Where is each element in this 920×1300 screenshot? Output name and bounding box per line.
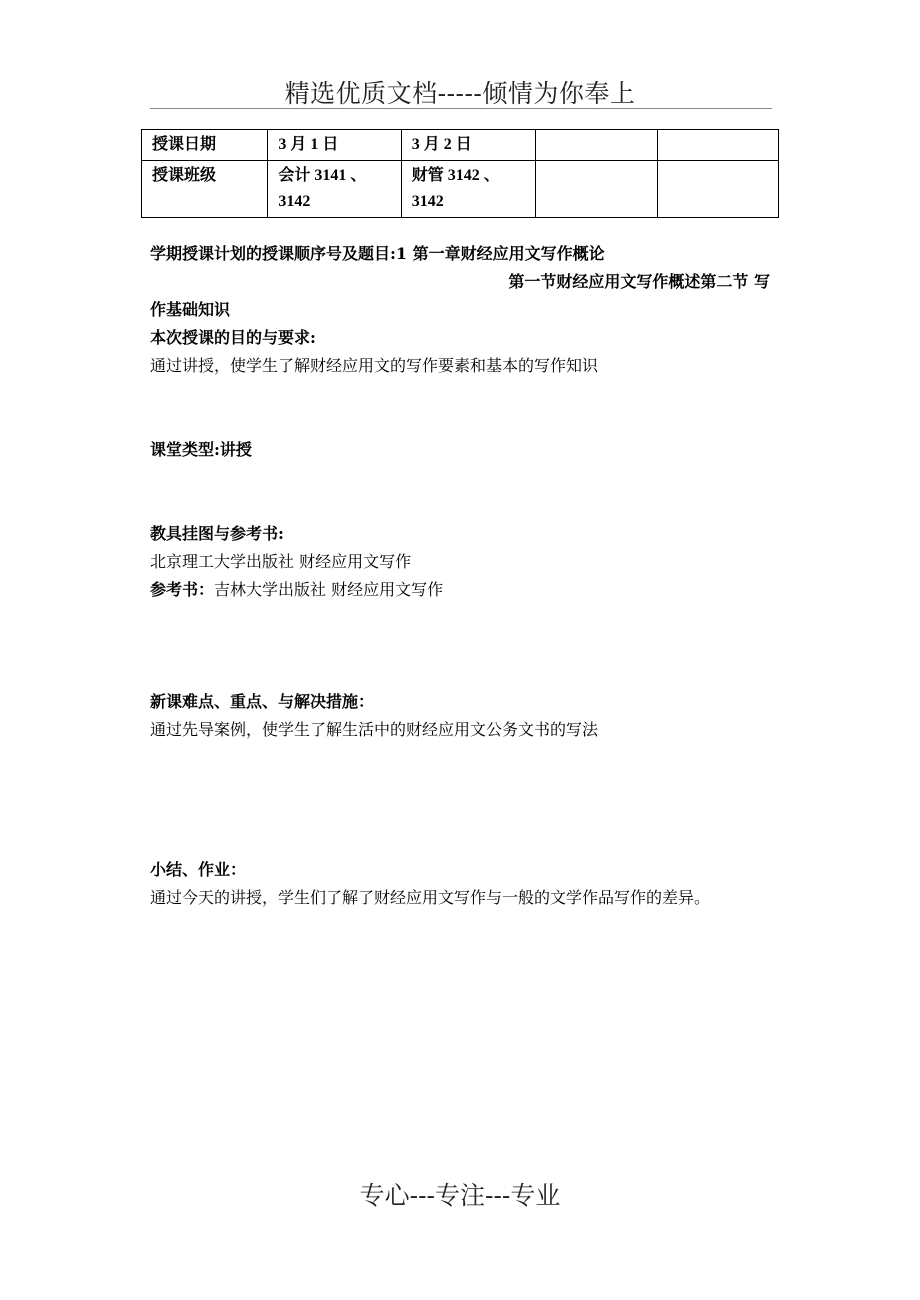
topic-line-3: 作基础知识 — [150, 300, 231, 319]
difficulties-heading: 新课难点、重点、与解决措施： — [150, 692, 375, 711]
table-cell — [536, 161, 657, 218]
row-label-date: 授课日期 — [142, 130, 268, 161]
table-cell — [657, 130, 778, 161]
summary-body: 通过今天的讲授，学生们了解了财经应用文写作与一般的文学作品写作的差异。 — [150, 888, 711, 907]
row-label-class: 授课班级 — [142, 161, 268, 218]
objective-body: 通过讲授，使学生了解财经应用文的写作要素和基本的写作知识 — [150, 356, 599, 375]
page-header: 精选优质文档-----倾情为你奉上 — [284, 79, 636, 108]
schedule-table — [141, 129, 779, 218]
difficulties-body: 通过先导案例，使学生了解生活中的财经应用文公务文书的写法 — [150, 720, 599, 739]
table-row — [142, 161, 779, 218]
lesson-content — [150, 240, 772, 912]
header-divider — [150, 108, 772, 109]
table-cell — [657, 161, 778, 218]
materials-line: 北京理工大学出版社 财经应用文写作 — [150, 552, 412, 571]
objective-heading: 本次授课的目的与要求: — [150, 328, 316, 347]
table-cell — [536, 130, 657, 161]
table-cell: 会计 3141 、 3142 — [268, 161, 401, 218]
summary-heading: 小结、作业： — [150, 860, 247, 879]
reference-text: 吉林大学出版社 财经应用文写作 — [214, 580, 444, 599]
reference-line — [150, 576, 772, 604]
reference-label: 参考书： — [150, 580, 215, 599]
materials-heading: 教具挂图与参考书: — [150, 524, 284, 543]
page-footer: 专心---专注---专业 — [359, 1181, 561, 1210]
table-cell: 3 月 1 日 — [268, 130, 401, 161]
table-cell: 财管 3142 、 3142 — [401, 161, 535, 218]
topic-line-1: 学期授课计划的授课顺序号及题目:1 第一章财经应用文写作概论 — [150, 244, 605, 263]
table-cell: 3 月 2 日 — [401, 130, 535, 161]
table-row — [142, 130, 779, 161]
topic-line-2: 第一节财经应用文写作概述第二节 写 — [508, 272, 770, 291]
class-type: 课堂类型:讲授 — [150, 440, 252, 459]
